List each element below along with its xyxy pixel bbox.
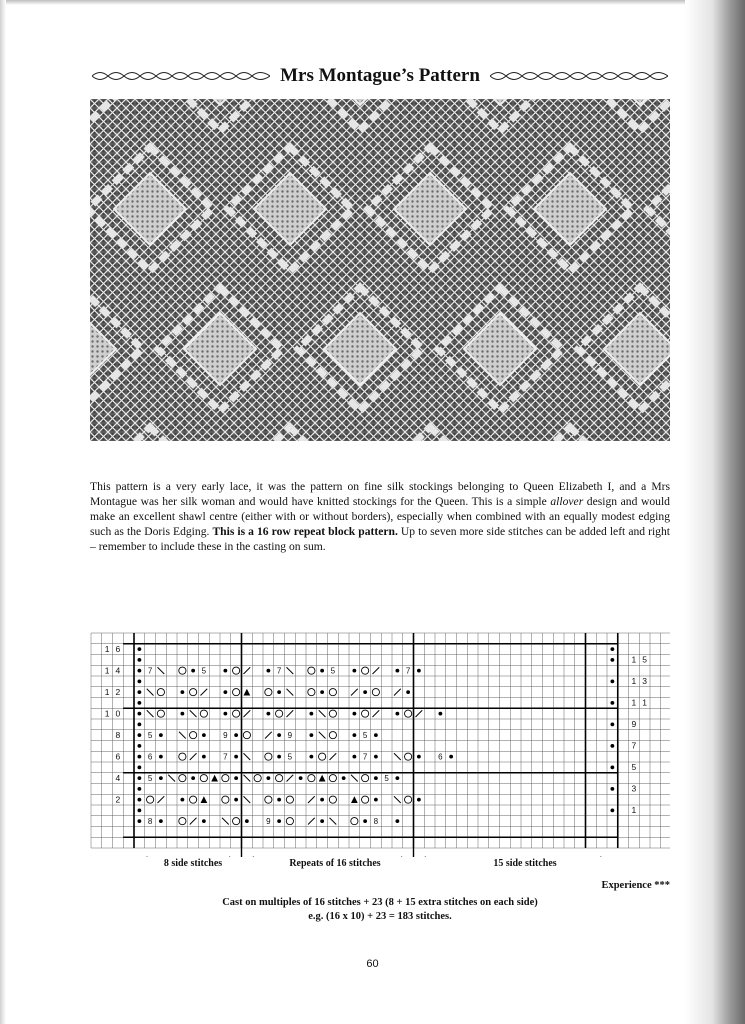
yarn-over-icon — [190, 732, 197, 739]
knit-stitch-icon — [159, 755, 163, 759]
yarn-over-icon — [265, 796, 272, 803]
knit-stitch-icon — [234, 733, 238, 737]
intro-text-2: design and would make an excellent shawl centre (either with or without borders), especially when combined with an equally modest edging such as the Doris Edging. — [90, 495, 670, 538]
ssk-icon — [287, 689, 294, 696]
row-number-right: 3 — [631, 783, 637, 794]
ssk-icon — [147, 710, 154, 717]
ornament-right-icon — [490, 69, 668, 83]
ssk-icon — [244, 796, 251, 803]
yarn-over-icon — [233, 710, 240, 717]
knit-stitch-icon — [352, 712, 356, 716]
knit-stitch-icon — [137, 798, 141, 802]
yarn-over-icon — [286, 796, 293, 803]
yarn-over-icon — [308, 689, 315, 696]
row-number-left: 2 — [115, 686, 121, 697]
chart-gridlines — [91, 633, 670, 848]
knit-stitch-icon — [438, 712, 442, 716]
stitch-count-label: 5 — [147, 731, 153, 741]
knit-stitch-icon — [180, 712, 184, 716]
knit-stitch-icon — [137, 787, 141, 791]
yarn-over-icon — [265, 753, 272, 760]
knit-stitch-icon — [352, 669, 356, 673]
ssk-icon — [287, 667, 294, 674]
knit-stitch-icon — [137, 690, 141, 694]
row-number-left: 4 — [115, 665, 121, 676]
stitch-count-label: 5 — [147, 774, 153, 784]
row-number-right: 1 — [642, 697, 647, 708]
stitch-count-label: 6 — [147, 752, 153, 762]
yarn-over-icon — [179, 818, 186, 825]
knit-stitch-icon — [137, 669, 141, 673]
double-decrease-icon — [201, 796, 208, 803]
knit-stitch-icon — [352, 755, 356, 759]
stitch-count-label: 9 — [287, 731, 293, 741]
knit-stitch-icon — [299, 776, 303, 780]
stitch-count-label: 7 — [362, 752, 368, 762]
ssk-icon — [190, 710, 197, 717]
ssk-icon — [168, 775, 175, 782]
intro-italic: allover — [550, 495, 584, 508]
yarn-over-icon — [200, 775, 207, 782]
k2tog-icon — [201, 689, 208, 696]
yarn-over-icon — [157, 710, 164, 717]
row-number-left: 4 — [115, 772, 121, 783]
ssk-icon — [158, 667, 165, 674]
k2tog-icon — [158, 796, 165, 803]
k2tog-icon — [287, 710, 294, 717]
row-number-left: 1 — [104, 665, 110, 676]
knit-stitch-icon — [223, 669, 227, 673]
yarn-over-icon — [405, 753, 412, 760]
knitting-chart — [90, 632, 670, 862]
knit-stitch-icon — [137, 819, 141, 823]
knit-stitch-icon — [449, 755, 453, 759]
knit-stitch-icon — [277, 690, 281, 694]
knit-stitch-icon — [610, 658, 614, 662]
stitch-count-label: 7 — [147, 666, 153, 676]
knit-stitch-icon — [277, 819, 281, 823]
stitch-count-label: 5 — [384, 774, 389, 784]
knit-stitch-icon — [180, 798, 184, 802]
knit-stitch-icon — [320, 819, 324, 823]
label-right-side-stitches: 15 side stitches — [493, 858, 557, 869]
knit-stitch-icon — [406, 690, 410, 694]
row-number-right: 5 — [631, 762, 637, 773]
knit-stitch-icon — [234, 776, 238, 780]
stitch-count-label: 9 — [266, 817, 271, 827]
yarn-over-icon — [243, 732, 250, 739]
yarn-over-icon — [222, 796, 229, 803]
knit-stitch-icon — [277, 733, 281, 737]
intro-bold: This is a 16 row repeat block pattern. — [212, 525, 398, 538]
row-number-right: 9 — [631, 719, 637, 730]
knit-stitch-icon — [159, 776, 163, 780]
ssk-icon — [394, 753, 401, 760]
ssk-icon — [319, 710, 326, 717]
knit-stitch-icon — [352, 733, 356, 737]
yarn-over-icon — [308, 667, 315, 674]
knit-stitch-icon — [191, 669, 195, 673]
yarn-over-icon — [222, 775, 229, 782]
stitch-count-label: 5 — [362, 731, 368, 741]
knit-stitch-icon — [223, 690, 227, 694]
knit-stitch-icon — [137, 712, 141, 716]
row-number-right: 3 — [642, 676, 647, 687]
row-number-left: 6 — [115, 751, 121, 762]
yarn-over-icon — [351, 818, 358, 825]
row-number-right: 5 — [642, 654, 647, 665]
knit-stitch-icon — [223, 712, 227, 716]
knit-stitch-icon — [610, 722, 614, 726]
row-number-left: 8 — [115, 729, 121, 740]
stitch-count-label: 5 — [201, 666, 207, 676]
k2tog-icon — [190, 818, 197, 825]
yarn-over-icon — [362, 667, 369, 674]
row-number-left: 0 — [115, 708, 121, 719]
ssk-icon — [179, 732, 186, 739]
yarn-over-icon — [308, 775, 315, 782]
knit-stitch-icon — [610, 787, 614, 791]
knit-stitch-icon — [266, 669, 270, 673]
yarn-over-icon — [329, 732, 336, 739]
knit-stitch-icon — [137, 701, 141, 705]
yarn-over-icon — [405, 710, 412, 717]
ssk-icon — [244, 775, 251, 782]
yarn-over-icon — [362, 775, 369, 782]
yarn-over-icon — [179, 667, 186, 674]
knit-stitch-icon — [610, 808, 614, 812]
knit-stitch-icon — [137, 744, 141, 748]
row-number-right: 7 — [631, 740, 637, 751]
knit-stitch-icon — [363, 819, 367, 823]
knit-stitch-icon — [202, 733, 206, 737]
knit-stitch-icon — [417, 798, 421, 802]
k2tog-icon — [373, 710, 380, 717]
yarn-over-icon — [362, 710, 369, 717]
row-number-right: 1 — [631, 805, 637, 816]
knit-stitch-icon — [309, 733, 313, 737]
knitting-chart-grid — [90, 632, 670, 857]
k2tog-icon — [416, 710, 423, 717]
knit-stitch-icon — [137, 647, 141, 651]
yarn-over-icon — [329, 775, 336, 782]
knit-stitch-icon — [180, 690, 184, 694]
ssk-icon — [394, 796, 401, 803]
row-number-left: 6 — [115, 643, 121, 654]
row-number-left: 1 — [104, 708, 110, 719]
knit-stitch-icon — [610, 701, 614, 705]
knit-stitch-icon — [202, 819, 206, 823]
k2tog-icon — [373, 667, 380, 674]
ssk-icon — [147, 689, 154, 696]
knit-stitch-icon — [320, 798, 324, 802]
k2tog-icon — [308, 818, 315, 825]
ssk-icon — [330, 818, 337, 825]
k2tog-icon — [265, 732, 272, 739]
yarn-over-icon — [286, 818, 293, 825]
row-number-right: 1 — [631, 654, 637, 665]
knit-stitch-icon — [610, 647, 614, 651]
knit-stitch-icon — [159, 819, 163, 823]
double-decrease-icon — [319, 775, 326, 782]
knit-stitch-icon — [234, 798, 238, 802]
row-number-left: 2 — [115, 794, 121, 805]
knit-stitch-icon — [245, 819, 249, 823]
double-decrease-icon — [351, 796, 358, 803]
lace-photo-texture — [90, 99, 670, 441]
label-left-side-stitches: 8 side stitches — [163, 858, 223, 869]
book-gutter-shadow — [685, 0, 745, 1024]
yarn-over-icon — [179, 775, 186, 782]
ornament-left-icon — [92, 69, 270, 83]
knit-stitch-icon — [374, 755, 378, 759]
stitch-count-label: 5 — [330, 666, 336, 676]
knit-stitch-icon — [266, 776, 270, 780]
yarn-over-icon — [233, 689, 240, 696]
ssk-icon — [244, 753, 251, 760]
knit-stitch-icon — [374, 733, 378, 737]
k2tog-icon — [330, 753, 337, 760]
title-row — [88, 62, 672, 90]
knit-stitch-icon — [395, 776, 399, 780]
knit-stitch-icon — [395, 669, 399, 673]
knit-stitch-icon — [417, 669, 421, 673]
yarn-over-icon — [329, 689, 336, 696]
yarn-over-icon — [147, 796, 154, 803]
knit-stitch-icon — [266, 712, 270, 716]
row-number-left: 1 — [104, 643, 110, 654]
knit-stitch-icon — [137, 765, 141, 769]
label-repeat-stitches: Repeats of 16 stitches — [289, 858, 381, 869]
stitch-count-label: 5 — [287, 752, 293, 762]
knit-stitch-icon — [309, 755, 313, 759]
knit-stitch-icon — [137, 679, 141, 683]
yarn-over-icon — [200, 710, 207, 717]
yarn-over-icon — [319, 753, 326, 760]
row-number-right: 1 — [631, 676, 637, 687]
knit-stitch-icon — [610, 679, 614, 683]
knit-stitch-icon — [309, 712, 313, 716]
intro-paragraph — [90, 479, 670, 554]
knit-stitch-icon — [191, 776, 195, 780]
knit-stitch-icon — [277, 798, 281, 802]
knit-stitch-icon — [277, 755, 281, 759]
k2tog-icon — [351, 689, 358, 696]
k2tog-icon — [308, 796, 315, 803]
yarn-over-icon — [276, 710, 283, 717]
k2tog-icon — [190, 753, 197, 760]
row-number-left: 1 — [104, 686, 110, 697]
knit-stitch-icon — [320, 690, 324, 694]
yarn-over-icon — [157, 689, 164, 696]
knit-stitch-icon — [320, 669, 324, 673]
ssk-icon — [222, 818, 229, 825]
knit-stitch-icon — [234, 755, 238, 759]
knit-stitch-icon — [202, 755, 206, 759]
stitch-count-label: 6 — [438, 752, 443, 762]
ssk-icon — [319, 732, 326, 739]
knit-stitch-icon — [137, 808, 141, 812]
k2tog-icon — [287, 775, 294, 782]
yarn-over-icon — [254, 775, 261, 782]
double-decrease-icon — [211, 775, 218, 782]
double-decrease-icon — [244, 689, 251, 696]
yarn-over-icon — [233, 818, 240, 825]
knit-stitch-icon — [610, 744, 614, 748]
knit-stitch-icon — [342, 776, 346, 780]
knit-stitch-icon — [363, 690, 367, 694]
yarn-over-icon — [329, 710, 336, 717]
experience-rating: Experience *** — [601, 880, 670, 891]
yarn-over-icon — [276, 775, 283, 782]
knit-stitch-icon — [159, 733, 163, 737]
lace-photo — [90, 99, 670, 441]
intro-text-3: Up to seven more side stitches can be added left and right – remember to include these in the casting on sum. — [90, 525, 670, 553]
stitch-count-label: 7 — [405, 666, 411, 676]
yarn-over-icon — [233, 667, 240, 674]
yarn-over-icon — [372, 689, 379, 696]
ssk-icon — [351, 775, 358, 782]
knit-stitch-icon — [137, 722, 141, 726]
knit-stitch-icon — [417, 755, 421, 759]
k2tog-icon — [244, 710, 251, 717]
yarn-over-icon — [179, 753, 186, 760]
cast-on-line-2: e.g. (16 x 10) + 23 = 183 stitches. — [308, 911, 452, 922]
stitch-count-label: 8 — [373, 817, 379, 827]
knit-stitch-icon — [610, 765, 614, 769]
knit-stitch-icon — [137, 733, 141, 737]
knit-stitch-icon — [395, 712, 399, 716]
section-arrows — [140, 848, 646, 857]
knit-stitch-icon — [137, 658, 141, 662]
k2tog-icon — [244, 667, 251, 674]
yarn-over-icon — [190, 689, 197, 696]
yarn-over-icon — [265, 689, 272, 696]
stitch-count-label: 9 — [223, 731, 228, 741]
k2tog-icon — [394, 689, 401, 696]
row-number-right: 1 — [631, 697, 637, 708]
stitch-count-label: 8 — [147, 817, 153, 827]
yarn-over-icon — [190, 796, 197, 803]
knit-stitch-icon — [374, 798, 378, 802]
yarn-over-icon — [329, 796, 336, 803]
stitch-count-label: 7 — [223, 752, 228, 762]
yarn-over-icon — [362, 796, 369, 803]
knit-stitch-icon — [137, 755, 141, 759]
page-title: Mrs Montague’s Pattern — [280, 65, 480, 86]
knit-stitch-icon — [374, 776, 378, 780]
knit-stitch-icon — [395, 819, 399, 823]
yarn-over-icon — [405, 796, 412, 803]
page-number: 60 — [366, 958, 379, 970]
knit-stitch-icon — [137, 776, 141, 780]
cast-on-line-1: Cast on multiples of 16 stitches + 23 (8 + 15 extra stitches on each side) — [222, 897, 538, 908]
intro-text-1: This pattern is a very early lace, it was the pattern on fine silk stockings belonging to Queen Elizabeth I, and a Mrs Montague was her silk woman and would have knitted stockings for the Queen. This is a simple — [90, 480, 670, 508]
stitch-count-label: 7 — [276, 666, 282, 676]
